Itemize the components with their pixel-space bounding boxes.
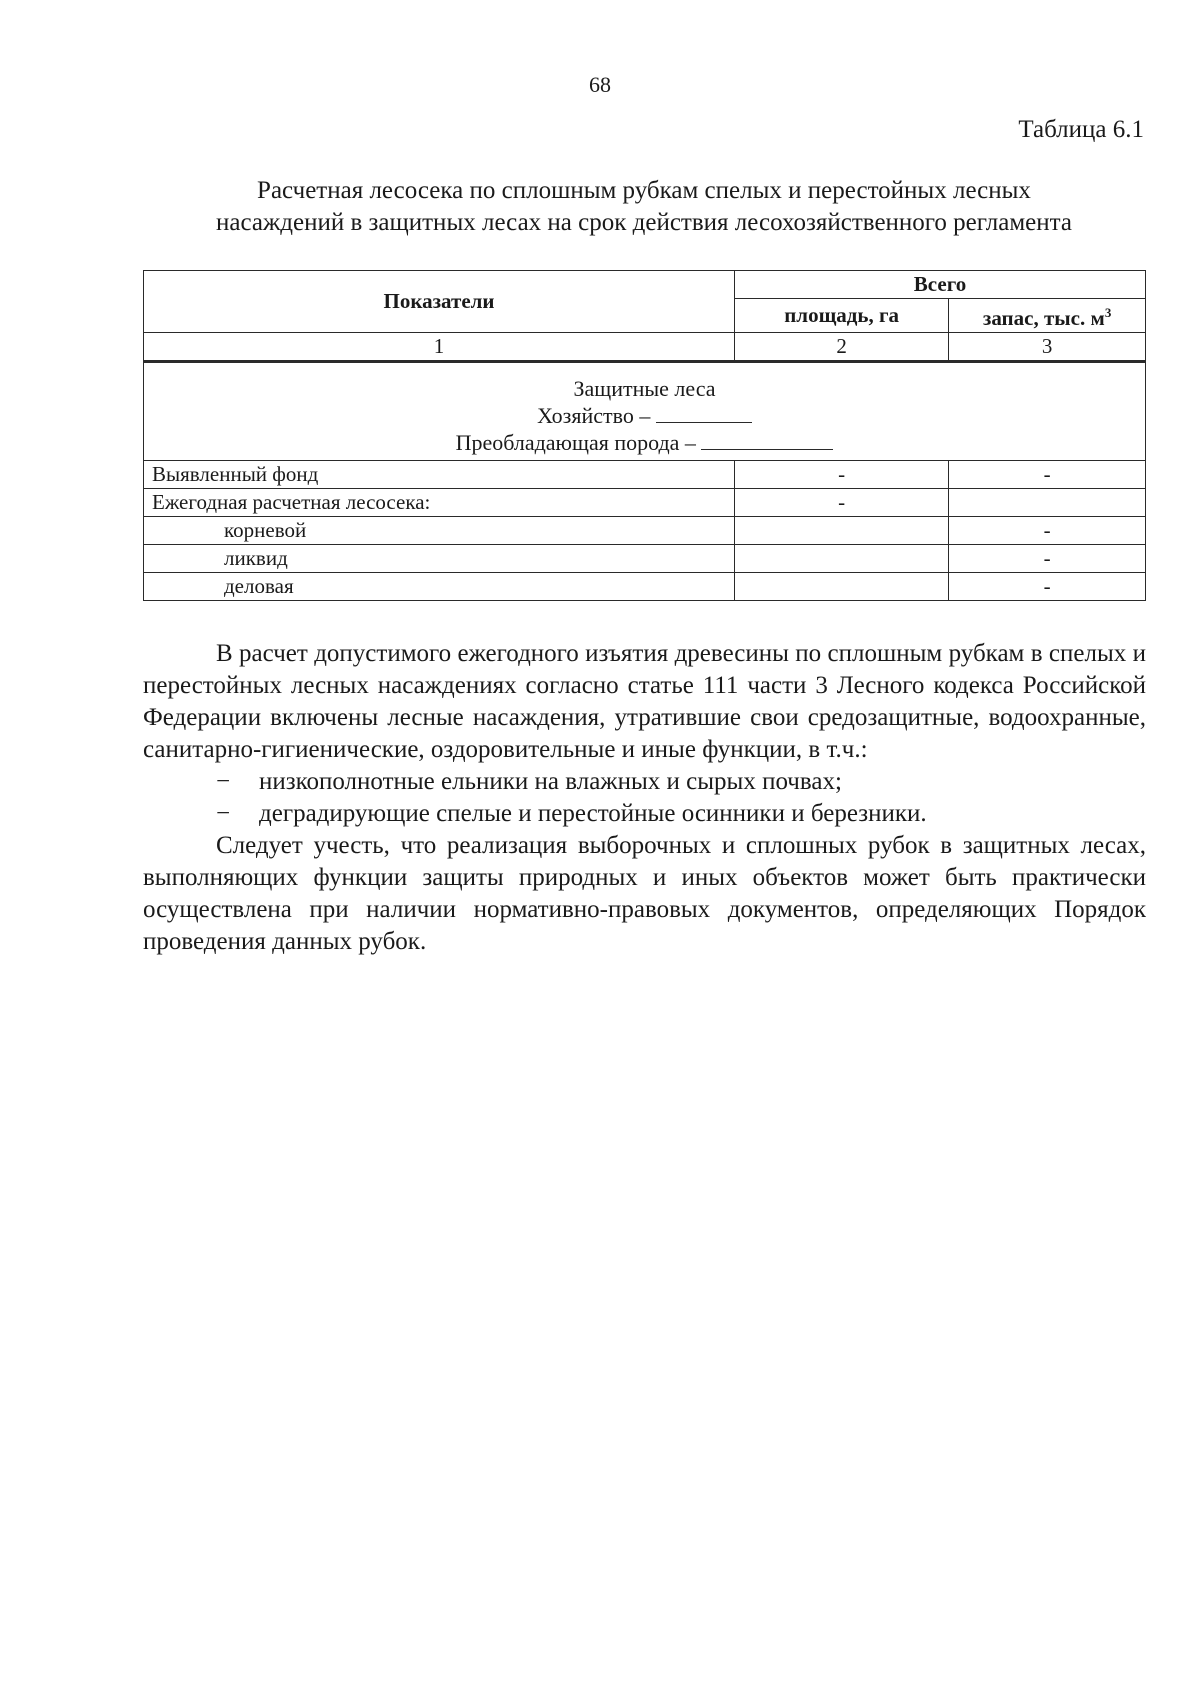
title-line-1: Расчетная лесосека по сплошным рубкам спелых и перестойных лесных xyxy=(257,177,1031,204)
table-caption: Таблица 6.1 xyxy=(1018,116,1144,143)
species-blank-line xyxy=(701,429,833,450)
body-text xyxy=(143,638,1146,958)
list-item xyxy=(143,798,1146,830)
column-number-1: 1 xyxy=(144,333,735,362)
header-stock xyxy=(949,299,1146,333)
section-farm xyxy=(152,402,1137,429)
row-stock: - xyxy=(949,517,1146,545)
row-stock: - xyxy=(949,461,1146,489)
header-total: Всего xyxy=(735,271,1146,299)
section-header xyxy=(144,362,1146,461)
column-number-3: 3 xyxy=(949,333,1146,362)
section-farm-label: Хозяйство – xyxy=(537,403,651,428)
paragraph-1: В расчет допустимого ежегодного изъятия древесины по сплошным рубкам в спелых и перестойных лесных насаждениях согласно статье 111 части 3 Лесного кодекса Российской Федерации включены лесные насаждения, утратившие свои средозащитные, водоохранные, санитарно-гигиенические, оздоровительные и иные функции, в т.ч.: xyxy=(143,640,1146,763)
row-label: деловая xyxy=(144,573,735,601)
farm-blank-line xyxy=(656,402,752,423)
dash-marker: − xyxy=(216,800,231,827)
table-row xyxy=(144,545,1146,573)
row-label: ликвид xyxy=(144,545,735,573)
page-number: 68 xyxy=(589,72,611,97)
section-species-label: Преобладающая порода – xyxy=(455,430,696,455)
row-label: Выявленный фонд xyxy=(144,461,735,489)
row-label: Ежегодная расчетная лесосека: xyxy=(144,489,735,517)
table-row xyxy=(144,573,1146,601)
header-row-1 xyxy=(144,271,1146,299)
title-line-2: насаждений в защитных лесах на срок действия лесохозяйственного регламента xyxy=(216,209,1072,236)
row-label: корневой xyxy=(144,517,735,545)
row-area: - xyxy=(735,489,949,517)
section-header-row xyxy=(144,362,1146,461)
column-number-2: 2 xyxy=(735,333,949,362)
row-stock: - xyxy=(949,573,1146,601)
list-item-text: деградирующие спелые и перестойные осинники и березники. xyxy=(259,800,927,827)
row-area xyxy=(735,573,949,601)
column-number-row xyxy=(144,333,1146,362)
row-area xyxy=(735,545,949,573)
row-stock: - xyxy=(949,545,1146,573)
list-item xyxy=(143,766,1146,798)
table-row xyxy=(144,461,1146,489)
header-stock-superscript: 3 xyxy=(1104,305,1112,320)
dash-marker: − xyxy=(216,768,231,795)
header-area: площадь, га xyxy=(735,299,949,333)
document-title xyxy=(143,175,1145,239)
bullet-list xyxy=(143,766,1146,830)
table-row xyxy=(144,517,1146,545)
header-indicators: Показатели xyxy=(144,271,735,333)
section-species xyxy=(152,429,1137,456)
header-stock-label: запас, тыс. м xyxy=(982,306,1105,330)
row-area xyxy=(735,517,949,545)
paragraph-2: Следует учесть, что реализация выборочных и сплошных рубок в защитных лесах, выполняющих функции защиты природных и иных объектов может быть практически осуществлена при наличии нормативно-правовых документов, определяющих Порядок проведения данных рубок. xyxy=(143,832,1146,955)
list-item-text: низкополнотные ельники на влажных и сырых почвах; xyxy=(259,768,842,795)
row-stock xyxy=(949,489,1146,517)
section-forest-type: Защитные леса xyxy=(573,376,716,401)
table-row xyxy=(144,489,1146,517)
row-area: - xyxy=(735,461,949,489)
cutting-area-table xyxy=(143,270,1146,601)
